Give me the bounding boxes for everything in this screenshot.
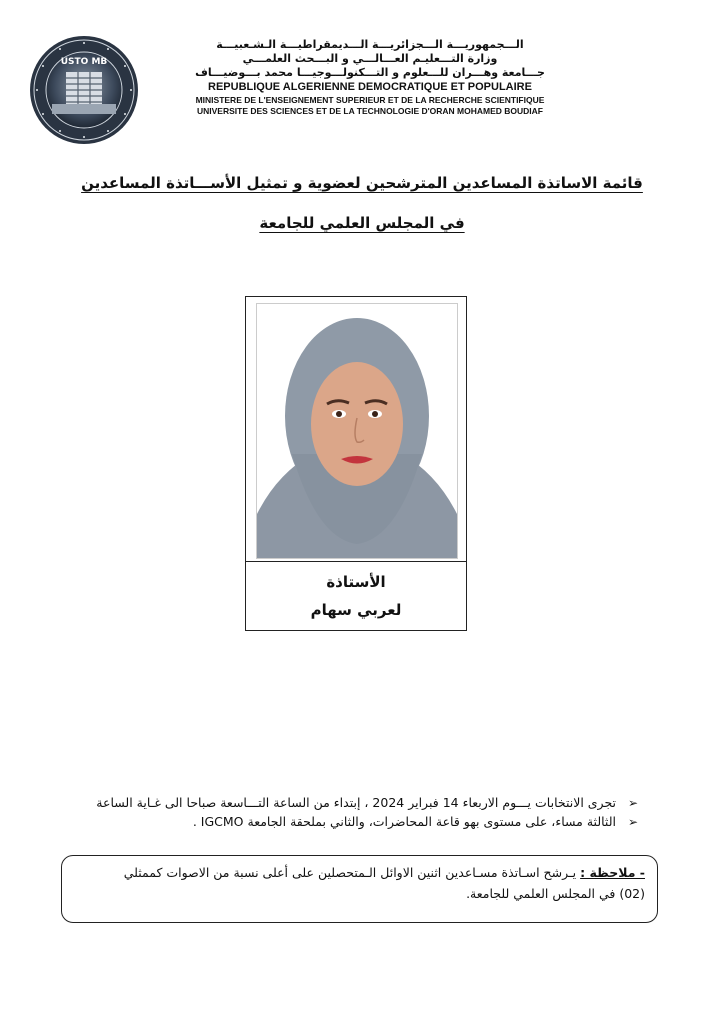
- list-item: ➢ تجرى الانتخابات يـــوم الاربعاء 14 فبراير 2024 ، إبتداء من الساعة التـــاسعة صباحا الى غـاية الساعة: [96, 795, 638, 810]
- arrow-bullet-icon: ➢: [627, 796, 638, 810]
- university-fr: UNIVERSITE DES SCIENCES ET DE LA TECHNOLOGIE D'ORAN MOHAMED BOUDIAF: [197, 105, 543, 116]
- arrow-bullet-icon: ➢: [627, 814, 638, 829]
- document-title-line1: قائمة الاساتذة المساعدين المترشحين لعضوية و تمثيل الأســـاتذة المساعدين: [81, 174, 643, 192]
- university-ar: جـــامعة وهـــران للـــعلوم و التـــكنولـــوجيـــا محمد بـــوضيـــاف: [195, 65, 545, 79]
- note-text-line1: يـرشح اسـاتذة مسـاعدين اثنين الاوائل الـمتحصلين على أعلى نسبة من الاصوات كممثلي: [123, 865, 581, 880]
- candidate-title: الأستاذة: [326, 573, 386, 591]
- document-title-line2: في المجلس العلمي للجامعة: [259, 214, 465, 232]
- note-label: - ملاحظة :: [580, 865, 645, 880]
- list-item: ➢ الثالثة مساء، على مستوى بهو قاعة المحاضرات، والثاني بملحقة الجامعة IGCMO .: [192, 813, 638, 829]
- candidate-card: [245, 296, 467, 631]
- election-details: [56, 794, 638, 832]
- candidate-name: لعربي سهام: [310, 601, 402, 619]
- ministry-ar: وزارة التـــعليـم العـــالـــي و البـــحث العلمـــي: [242, 51, 498, 65]
- university-logo: [28, 34, 140, 146]
- note-box: [61, 855, 658, 923]
- republic-fr: REPUBLIQUE ALGERIENNE DEMOCRATIQUE ET POPULAIRE: [208, 81, 532, 94]
- ministry-fr: MINISTERE DE L'ENSEIGNEMENT SUPERIEUR ET DE LA RECHERCHE SCIENTIFIQUE: [195, 95, 545, 105]
- logo-text: USTO MB: [60, 57, 108, 67]
- note-text-line2: (02) في المجلس العلمي للجامعة.: [466, 886, 645, 902]
- institution-header: [150, 38, 590, 116]
- candidate-photo: [256, 303, 458, 559]
- republic-ar: الـــجمهوريـــة الـــجزائريـــة الـــديمقراطيـــة الـشـعبيـــة: [216, 38, 524, 51]
- caption-divider: [246, 561, 466, 562]
